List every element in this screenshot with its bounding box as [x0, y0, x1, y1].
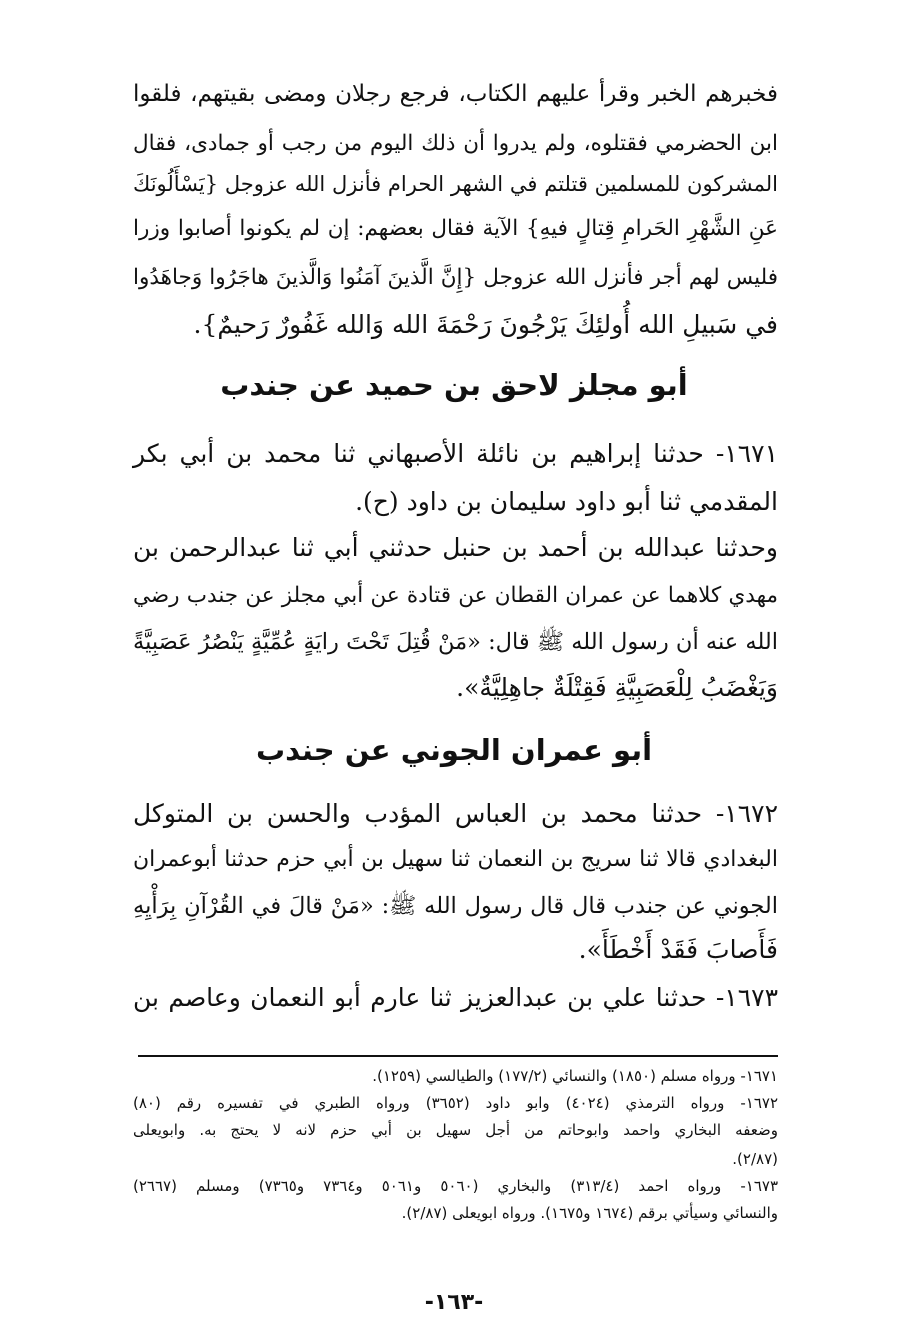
body-line: ١٦٧٢- حدثنا محمد بن العباس المؤدب والحسن بن المتوكل	[133, 799, 778, 828]
body-line: عَنِ الشَّهْرِ الحَرامِ قِتالٍ فيهِ} الآية فقال بعضهم: إن لم يكونوا أصابوا وزرا	[133, 216, 778, 241]
body-line: وَيَغْضَبُ لِلْعَصَبِيَّةِ فَقِتْلَةٌ جاهِلِيَّةٌ».	[456, 673, 778, 702]
body-line: في سَبيلِ الله أُولئِكَ يَرْجُونَ رَحْمَةَ الله وَالله غَفُورٌ رَحيمٌ}.	[193, 310, 778, 339]
body-line: فليس لهم أجر فأنزل الله عزوجل {إِنَّ الَّذينَ آمَنُوا وَالَّذينَ هاجَرُوا وَجاهَدُوا	[133, 265, 778, 290]
section-heading: أبو عمران الجوني عن جندب	[255, 733, 653, 767]
body-line: ١٦٧٣- حدثنا علي بن عبدالعزيز ثنا عارم أبو النعمان وعاصم بن	[133, 983, 778, 1012]
footnote-line: ١٦٧١- ورواه مسلم (١٨٥٠) والنسائي (١٧٧/٢) والطيالسي (١٢٥٩).	[372, 1067, 778, 1085]
footnote-line: وضعفه البخاري واحمد وابوحاتم من أجل سهيل بن أبي حزم لانه لا يحتج به. وابويعلى	[133, 1121, 778, 1139]
page-number: -١٦٣-	[424, 1290, 484, 1315]
body-line: الله عنه أن رسول الله ﷺ قال: «مَنْ قُتِلَ تَحْتَ رايَةٍ عُمِّيَّةٍ يَنْصُرُ عَصَبِيَّةً	[133, 629, 778, 655]
body-line: ابن الحضرمي فقتلوه، ولم يدروا أن ذلك اليوم من رجب أو جمادى، فقال	[133, 131, 778, 156]
footnote-line: ١٦٧٢- ورواه الترمذي (٤٠٢٤) وابو داود (٣٦٥٢) ورواه الطبري في تفسيره رقم (٨٠)	[133, 1094, 779, 1112]
section-heading: أبو مجلز لاحق بن حميد عن جندب	[220, 368, 688, 402]
footnote-line: ١٦٧٣- ورواه احمد (٣١٣/٤) والبخاري (٥٠٦٠ و٥٠٦١ و٧٣٦٤ و٧٣٦٥) ومسلم (٢٦٦٧)	[133, 1177, 779, 1195]
body-line: ١٦٧١- حدثنا إبراهيم بن نائلة الأصبهاني ثنا محمد بن أبي بكر	[133, 439, 778, 468]
body-line: فخبرهم الخبر وقرأ عليهم الكتاب، فرجع رجلان ومضى بقيتهم، فلقوا	[133, 81, 778, 107]
footnote-divider	[138, 1055, 778, 1057]
footnote-line: (٢/٨٧).	[732, 1150, 778, 1168]
footnote-line: والنسائي وسيأتي برقم (١٦٧٤ و١٦٧٥). ورواه ابويعلى (٢/٨٧).	[401, 1204, 778, 1222]
body-line: فَأَصابَ فَقَدْ أَخْطَأَ».	[578, 935, 778, 964]
body-line: المقدمي ثنا أبو داود سليمان بن داود (ح).	[355, 487, 778, 516]
body-line: وحدثنا عبدالله بن أحمد بن حنبل حدثني أبي ثنا عبدالرحمن بن	[133, 533, 778, 562]
body-line: المشركون للمسلمين قتلتم في الشهر الحرام فأنزل الله عزوجل {يَسْأَلُونَكَ	[133, 172, 778, 196]
body-line: مهدي كلاهما عن عمران القطان عن قتادة عن أبي مجلز عن جندب رضي	[133, 583, 778, 608]
body-line: البغدادي قالا ثنا سريج بن النعمان ثنا سهيل بن أبي حزم حدثنا أبوعمران	[133, 847, 778, 872]
body-line: الجوني عن جندب قال قال رسول الله ﷺ: «مَنْ قالَ في القُرْآنِ بِرَأْيِهِ	[133, 893, 778, 919]
